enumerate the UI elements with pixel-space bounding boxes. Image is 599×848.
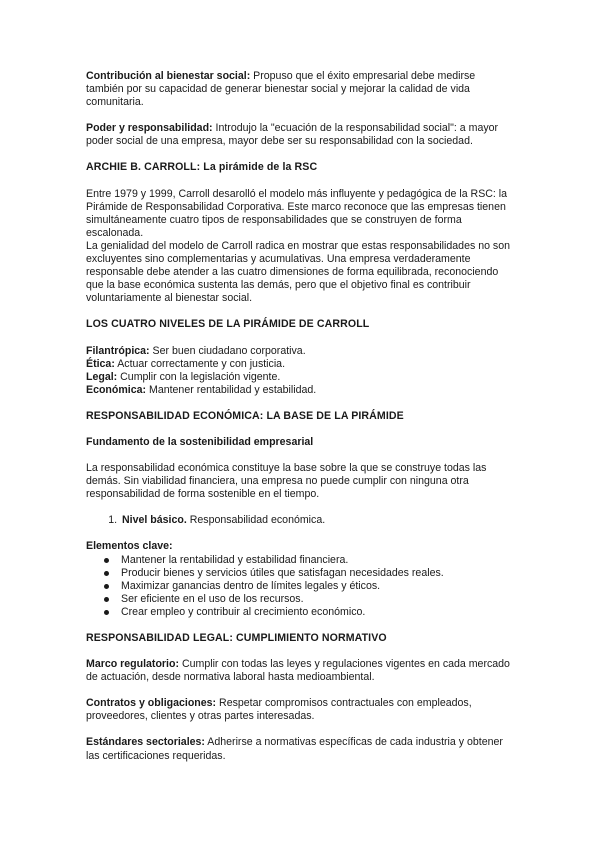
economica-heading: RESPONSABILIDAD ECONÓMICA: LA BASE DE LA PIRÁMIDE	[86, 409, 404, 422]
nivel-label: Filantrópica:	[86, 344, 150, 357]
niveles-heading: LOS CUATRO NIVELES DE LA PIRÁMIDE DE CARROLL	[86, 318, 370, 331]
poder-label: Poder y responsabilidad:	[86, 122, 213, 135]
nivel-legal	[86, 371, 511, 384]
contratos-label: Contratos y obligaciones:	[86, 697, 217, 710]
carroll-paragraph-1: Entre 1979 y 1999, Carroll desarolló el modelo más influyente y pedagógica de la RSC: la Pirámide de Responsabilidad Corporativa. Este marco reconoce que las empresas tienen simultáneamente cuatro tipos de responsabilidades que se construyen de forma escalonada.	[86, 187, 508, 239]
niveles-list	[86, 345, 511, 397]
legal-heading: RESPONSABILIDAD LEGAL: CUMPLIMIENTO NORMATIVO	[86, 632, 387, 644]
contribucion-paragraph	[86, 70, 511, 109]
bullet-icon	[104, 584, 109, 589]
list-item	[121, 580, 511, 593]
list-item-text: Producir bienes y servicios útiles que satisfagan necesidades reales.	[121, 566, 444, 579]
nivel-basico-text: Responsabilidad económica.	[186, 514, 326, 527]
nivel-text: Ser buen ciudadano corporativa.	[149, 344, 306, 357]
bullet-icon	[104, 558, 109, 563]
nivel-label: Ética:	[86, 357, 115, 370]
estandares-text: Adherirse a normativas específicas de cada industria y obtener las certificaciones requeridas.	[86, 736, 503, 762]
bullet-icon	[104, 571, 109, 576]
nivel-text: Cumplir con la legislación vigente.	[117, 370, 281, 383]
list-item-text: Mantener la rentabilidad y estabilidad financiera.	[121, 553, 349, 566]
marco-text: Cumplir con todas las leyes y regulaciones vigentes en cada mercado de actuación, desde normativa laboral hasta medioambiental.	[86, 658, 510, 684]
poder-text: Introdujo la "ecuación de la responsabilidad social": a mayor poder social de una empresa, mayor debe ser su responsabilidad con la sociedad.	[86, 122, 499, 148]
nivel-etica	[86, 358, 511, 371]
estandares-paragraph	[86, 736, 511, 762]
nivel-economica	[86, 384, 511, 397]
contribucion-label: Contribución al bienestar social:	[86, 70, 251, 82]
nivel-label: Económica:	[86, 383, 147, 396]
carroll-heading: ARCHIE B. CARROLL: La pirámide de la RSC	[86, 161, 318, 174]
list-item	[121, 567, 511, 580]
elementos-list	[86, 554, 511, 619]
fundamento-paragraph: La responsabilidad económica constituye la base sobre la que se construye todas las demás. Sin viabilidad financiera, una empresa no puede cumplir con ninguna otra responsabilidad de forma sostenible en el tiempo.	[86, 462, 487, 501]
bullet-icon	[104, 597, 109, 602]
list-item	[121, 606, 511, 619]
list-item-text: Ser eficiente en el uso de los recursos.	[121, 592, 304, 605]
contratos-text: Respetar compromisos contractuales con empleados, proveedores, clientes y otras partes interesadas.	[86, 697, 472, 723]
elementos-heading: Elementos clave:	[86, 540, 173, 553]
nivel-text: Actuar correctamente y con justicia.	[114, 357, 286, 370]
bullet-icon	[104, 610, 109, 615]
poder-paragraph	[86, 122, 511, 148]
list-item	[121, 593, 511, 606]
marco-paragraph	[86, 658, 511, 684]
nivel-filantropica	[86, 345, 511, 358]
list-item	[120, 514, 511, 527]
list-item	[121, 554, 511, 567]
nivel-label: Legal:	[86, 370, 118, 383]
list-item-text: Maximizar ganancias dentro de límites legales y éticos.	[121, 579, 381, 592]
list-item-text: Crear empleo y contribuir al crecimiento económico.	[121, 605, 366, 618]
estandares-label: Estándares sectoriales:	[86, 736, 205, 749]
nivel-basico-label: Nivel básico.	[122, 514, 187, 527]
marco-label: Marco regulatorio:	[86, 658, 180, 671]
carroll-paragraph-2: La genialidad del modelo de Carroll radica en mostrar que estas responsabilidades no son excluyentes sino complementarias y acumulativas. Una empresa verdaderamente responsable debe atender a las cuatro dimensiones de forma equilibrada, reconociendo que la base económica sustenta las demás, pero que el objetivo final es contribuir voluntariamente al bienestar social.	[86, 239, 511, 305]
fundamento-heading: Fundamento de la sostenibilidad empresarial	[86, 435, 314, 448]
nivel-numbered-list	[86, 514, 511, 527]
contribucion-text: Propuso que el éxito empresarial debe medirse también por su capacidad de generar bienestar social y mejorar la calidad de vida comunitaria.	[86, 70, 476, 109]
contratos-paragraph	[86, 697, 511, 723]
nivel-text: Mantener rentabilidad y estabilidad.	[146, 383, 317, 396]
